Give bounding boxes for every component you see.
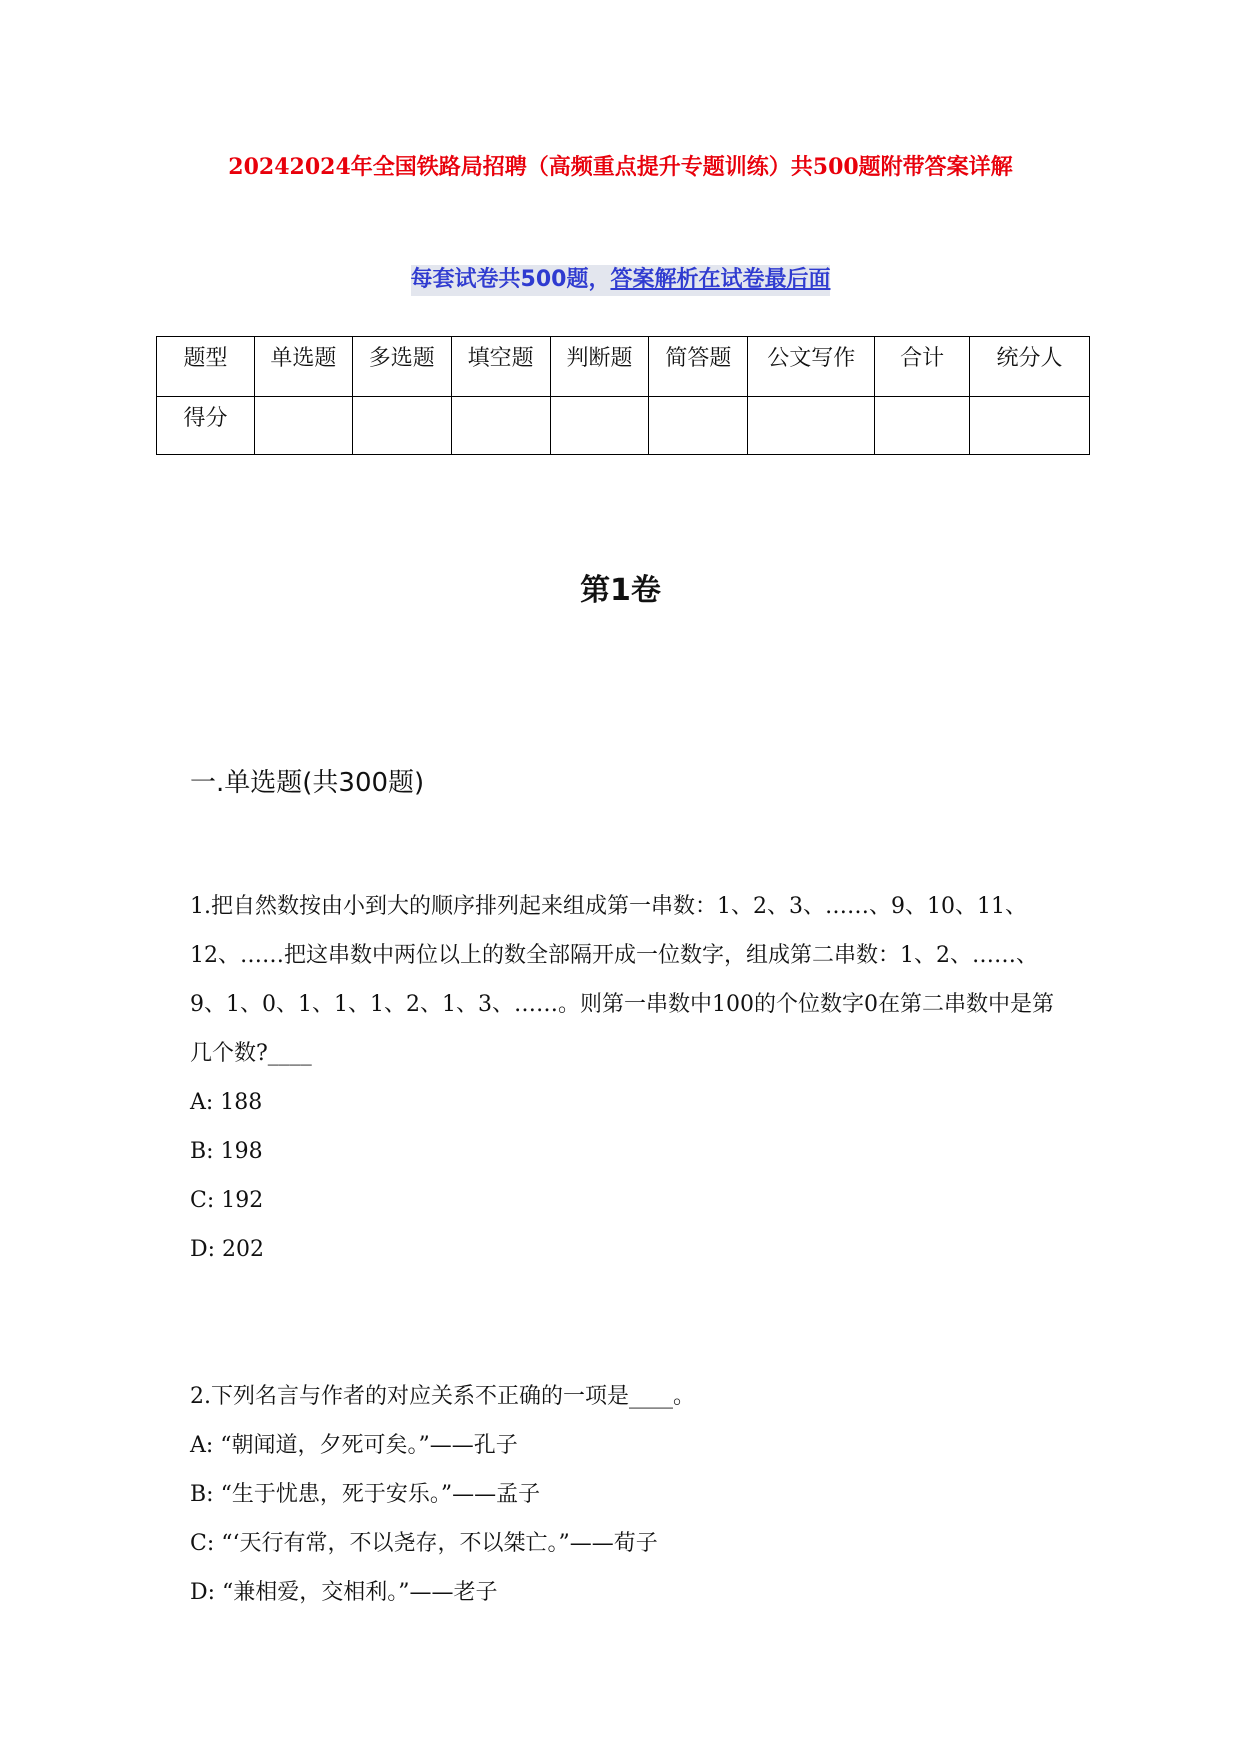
volume-title: 第1卷 xyxy=(580,573,661,608)
question-text: 1.把自然数按由小到大的顺序排列起来组成第一串数：1、2、3、……、9、10、11、12、……把这串数中两位以上的数全部隔开成一位数字，组成第二串数：1、2、……、9、1、0、1、1、1、2、1、3、……。则第一串数中100的个位数字0在第二串数中是第几个数?____ xyxy=(190,894,1054,1066)
score-cell[interactable] xyxy=(649,397,748,455)
document-subtitle xyxy=(0,262,1241,293)
subtitle-link[interactable]: 答案解析在试卷最后面 xyxy=(610,265,830,296)
row-label-cell: 得分 xyxy=(157,397,255,455)
score-cell[interactable] xyxy=(254,397,352,455)
subtitle-plain: 每套试卷共500题， xyxy=(411,265,611,296)
score-cell[interactable] xyxy=(970,397,1090,455)
option-c[interactable]: C: 192 xyxy=(190,1188,264,1213)
score-cell[interactable] xyxy=(748,397,875,455)
score-table-header-row xyxy=(157,337,1090,397)
option-d[interactable]: D: 202 xyxy=(190,1237,265,1262)
option-b[interactable]: B: “生于忧患，死于安乐。”——孟子 xyxy=(190,1482,541,1507)
option-a[interactable]: A: “朝闻道，夕死可矣。”——孔子 xyxy=(190,1433,518,1458)
header-cell: 简答题 xyxy=(649,337,748,397)
score-table xyxy=(156,336,1090,455)
header-cell: 题型 xyxy=(157,337,255,397)
header-cell: 判断题 xyxy=(550,337,649,397)
section-title: 一.单选题(共300题) xyxy=(190,768,425,798)
score-table-score-row xyxy=(157,397,1090,455)
document-title: 20242024年全国铁路局招聘（高频重点提升专题训练）共500题附带答案详解 xyxy=(228,154,1013,180)
option-b[interactable]: B: 198 xyxy=(190,1139,263,1164)
option-a[interactable]: A: 188 xyxy=(190,1090,263,1115)
header-cell: 公文写作 xyxy=(748,337,875,397)
header-cell: 多选题 xyxy=(352,337,451,397)
header-cell: 统分人 xyxy=(970,337,1090,397)
option-c[interactable]: C: “‘天行有常，不以尧存，不以桀亡。”——荀子 xyxy=(190,1531,658,1556)
score-cell[interactable] xyxy=(875,397,970,455)
header-cell: 单选题 xyxy=(254,337,352,397)
score-cell[interactable] xyxy=(352,397,451,455)
question-text: 2.下列名言与作者的对应关系不正确的一项是____。 xyxy=(190,1384,695,1409)
score-cell[interactable] xyxy=(451,397,550,455)
header-cell: 填空题 xyxy=(451,337,550,397)
option-d[interactable]: D: “兼相爱，交相利。”——老子 xyxy=(190,1580,498,1605)
score-cell[interactable] xyxy=(550,397,649,455)
header-cell: 合计 xyxy=(875,337,970,397)
